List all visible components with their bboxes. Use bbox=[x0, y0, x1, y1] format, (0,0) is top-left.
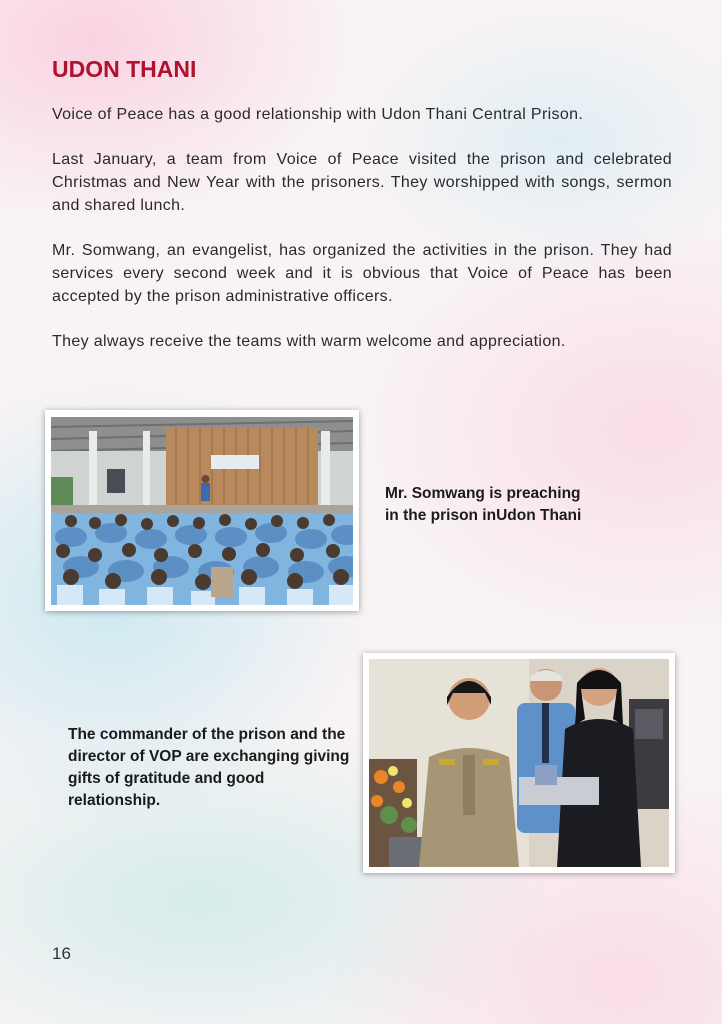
page-number: 16 bbox=[52, 944, 71, 963]
paragraph-3: Mr. Somwang, an evangelist, has organized the activities in the prison. They had services every second week and it is obvious that Voice of Peace has been accepted by the prison administrative officers. bbox=[52, 242, 672, 305]
caption-line-1: Mr. Somwang is preaching bbox=[385, 485, 581, 502]
paragraph-2: Last January, a team from Voice of Peace visited the prison and celebrated Christmas and New Year with the prisoners. They worshipped with songs, sermon and shared lunch. bbox=[52, 151, 672, 214]
prison-service-photo bbox=[45, 410, 359, 611]
paragraph-1: Voice of Peace has a good relationship with Udon Thani Central Prison. bbox=[52, 106, 584, 123]
gift-exchange-image bbox=[369, 659, 669, 867]
paragraph-4: They always receive the teams with warm welcome and appreciation. bbox=[52, 333, 566, 350]
gift-exchange-photo bbox=[363, 653, 675, 873]
prison-service-image bbox=[51, 417, 353, 605]
page-title: UDON THANI bbox=[52, 56, 197, 82]
article-body bbox=[52, 103, 672, 375]
gift-exchange-caption: The commander of the prison and the director of VOP are exchanging giving gifts of gratitude and good relationship. bbox=[68, 726, 350, 809]
prison-service-caption bbox=[385, 483, 645, 527]
caption-line-2: in the prison inUdon Thani bbox=[385, 507, 582, 524]
